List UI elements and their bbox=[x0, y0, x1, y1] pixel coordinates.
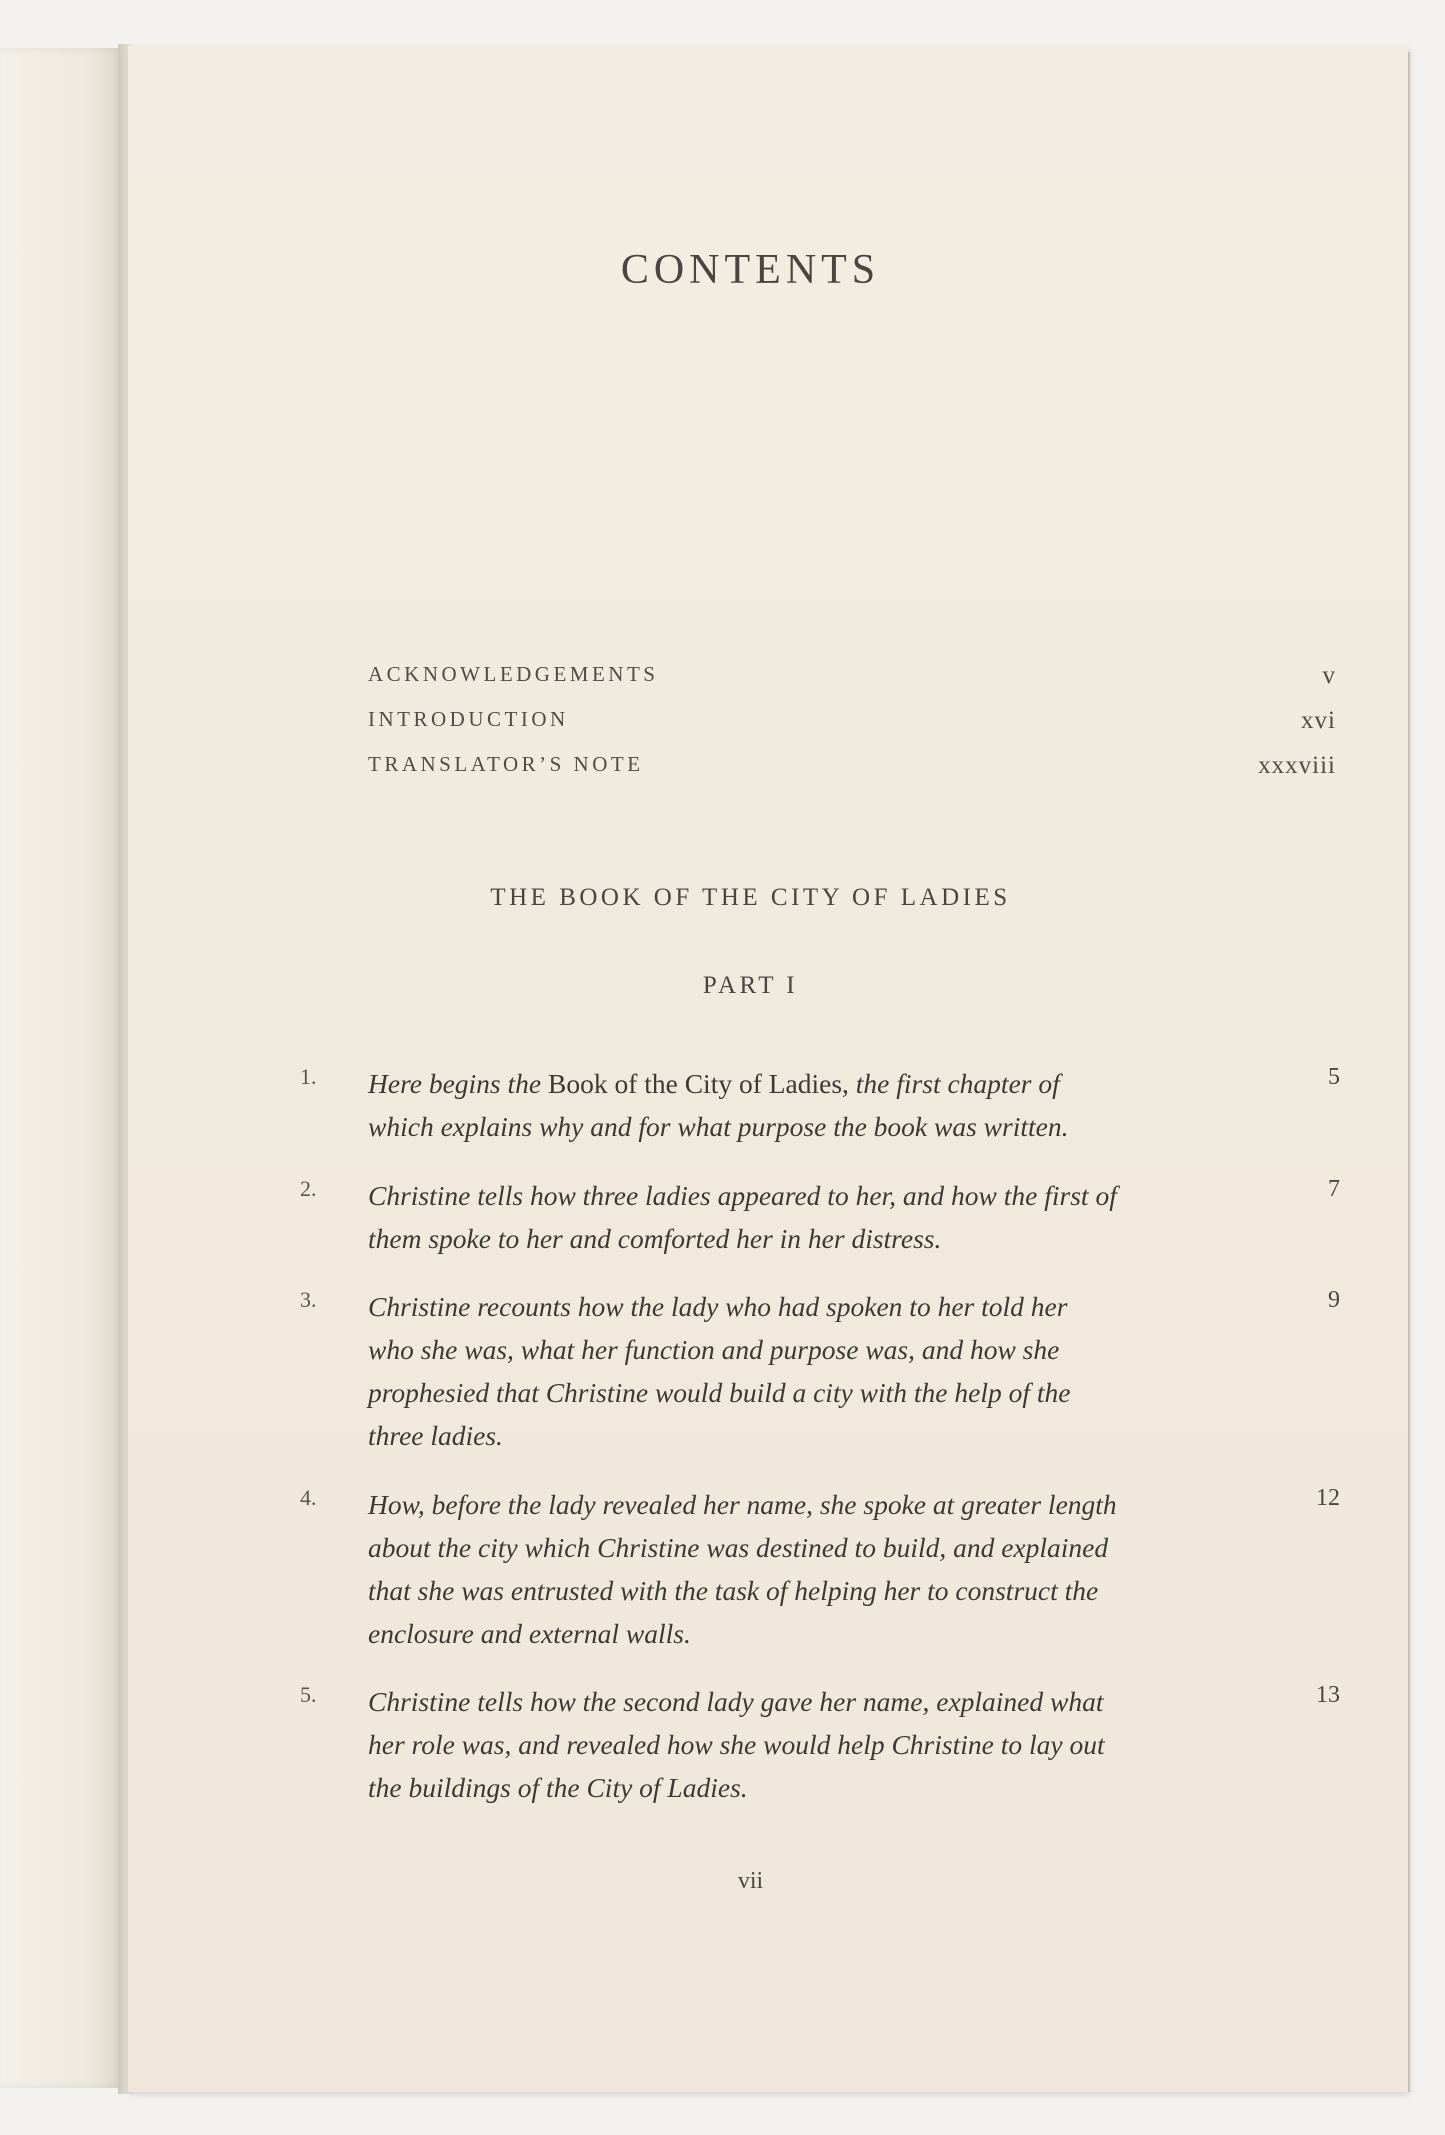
chapter-page: 7 bbox=[1328, 1176, 1340, 1202]
chapter-number: 4. bbox=[300, 1485, 317, 1510]
chapter-number: 2. bbox=[300, 1176, 317, 1201]
front-matter-page: xxxviii bbox=[1258, 752, 1336, 779]
chapter-page: 13 bbox=[1316, 1682, 1340, 1708]
page-number: vii bbox=[737, 1868, 764, 1894]
chapter-number: 5. bbox=[300, 1682, 317, 1707]
book-title-inline: Book of the City of Ladies, bbox=[547, 1068, 849, 1099]
front-matter-page: xvi bbox=[1301, 707, 1336, 734]
front-matter-page: v bbox=[1322, 662, 1336, 689]
contents-page bbox=[128, 46, 1408, 2092]
chapter-page: 5 bbox=[1328, 1064, 1340, 1090]
chapter-number: 1. bbox=[300, 1064, 317, 1089]
chapter-page: 9 bbox=[1328, 1287, 1340, 1313]
chapter-text-start: Here begins the bbox=[368, 1068, 548, 1099]
chapter-description: Christine tells how the second lady gave her name, explained what her role was, and revealed how she would help Christine to lay out the buildings of the City of Ladies. bbox=[368, 1686, 1105, 1803]
front-matter-label: TRANSLATOR’S NOTE bbox=[368, 752, 644, 776]
chapter-text-end: the first chapter of which explains why and for what purpose the book was written. bbox=[368, 1068, 1069, 1142]
page-title: CONTENTS bbox=[620, 247, 881, 293]
book-title: THE BOOK OF THE CITY OF LADIES bbox=[490, 884, 1011, 911]
chapter-number: 3. bbox=[300, 1287, 317, 1312]
chapter-description: Christine recounts how the lady who had spoken to her told her who she was, what her function and purpose was, and how she prophesied that Christine would build a city with the help of the three ladies. bbox=[368, 1291, 1071, 1451]
part-title: PART I bbox=[702, 972, 799, 999]
chapter-description: Christine tells how three ladies appeared to her, and how the first of them spoke to her and comforted her in her distress. bbox=[368, 1180, 1117, 1254]
front-matter-label: ACKNOWLEDGEMENTS bbox=[368, 662, 659, 686]
chapter-description: How, before the lady revealed her name, she spoke at greater length about the city which Christine was destined to build, and explained that she was entrusted with the task of helping her to construct the enclosure and external walls. bbox=[368, 1489, 1117, 1649]
facing-page-edge bbox=[0, 48, 125, 2088]
front-matter-label: INTRODUCTION bbox=[368, 707, 569, 731]
chapter-page: 12 bbox=[1316, 1485, 1340, 1511]
chapter-description bbox=[368, 1062, 1120, 1148]
